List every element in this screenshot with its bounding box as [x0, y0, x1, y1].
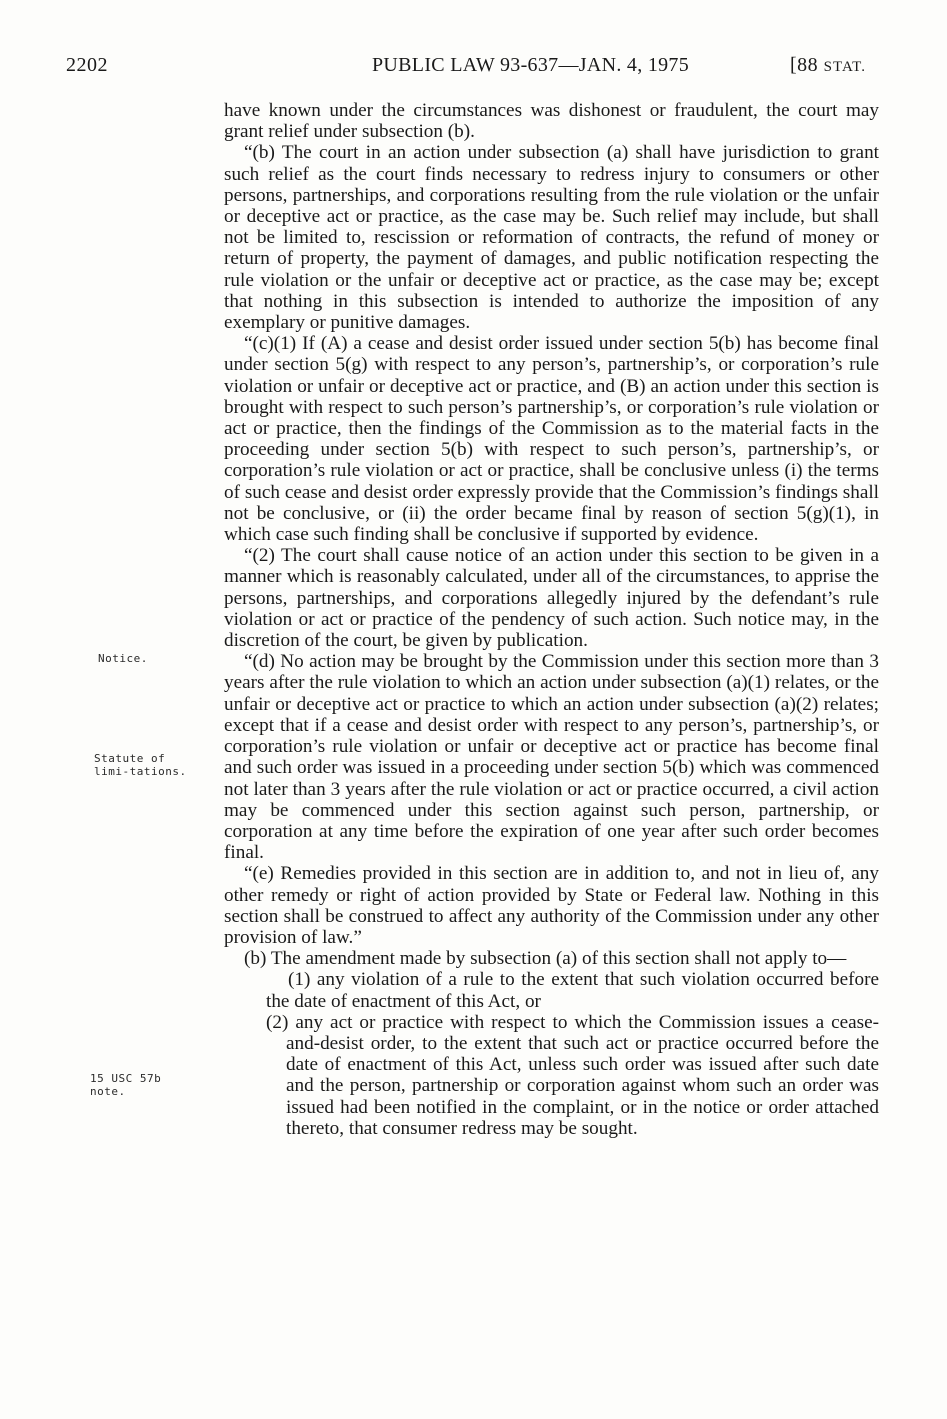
paragraph-amendment-b: (b) The amendment made by subsection (a) of this section shall not apply to— [244, 948, 847, 970]
statute-reference [790, 54, 866, 77]
paragraph-subsection-c1: “(c)(1) If (A) a cease and desist order issued under section 5(b) has become final under section 5(g) with respect to any person’s, partnership’s, or corporation’s rule violation or unfair or deceptive act or practice, and (B) an action under this section is brought with respect to such person’s partnership’s, or corporation’s rule violation or act or practice, then the findings of the Commission as to the material facts in the proceeding under section 5(b) with respect to such person’s, partnership’s, or corporation’s rule violation or act or practice, shall be conclusive unless (i) the terms of such cease and desist order expressly provide that the Commission’s findings shall not be conclusive, or (ii) the order became final by reason of section 5(g)(1), in which case such finding shall be conclusive if supported by evidence. [224, 333, 879, 546]
page-title: PUBLIC LAW 93-637—JAN. 4, 1975 [372, 54, 690, 76]
paragraph-subsection-c2: “(2) The court shall cause notice of an action under this section to be given in a manner which is reasonably calculated, under all of the circumstances, to apprise the persons, partnerships, and corporations allegedly injured by the defendant’s rule violation or act or practice of the pendency of such action. Such notice may, in the discretion of the court, be given by publication. [224, 545, 879, 652]
margin-note-usc: 15 USC 57b note. [90, 1072, 162, 1098]
running-head [0, 54, 947, 84]
margin-note-notice: Notice. [98, 652, 148, 665]
list-item-2: (2) any act or practice with respect to which the Commission issues a cease-and-desist order, to the extent that such act or practice occurred before the date of enactment of this Act, unless such order was issued after such date and the person, partnership or corporation against whom such an order was issued had been notified in the complaint, or in the notice or order attached thereto, that consumer redress may be sought. [266, 1011, 879, 1139]
paragraph-subsection-b: “(b) The court in an action under subsection (a) shall have jurisdiction to grant such relief as the court finds necessary to redress injury to consumers or other persons, partnerships, and corporations resulting from the rule violation or the unfair or deceptive act or practice, as the case may be. Such relief may include, but shall not be limited to, rescission or reformation of contracts, the refund of money or return of property, the payment of damages, and public notification respecting the rule violation or the unfair or deceptive act or practice, as the case may be; except that nothing in this subsection is intended to authorize the imposition of any exemplary or punitive damages. [224, 142, 879, 334]
body-text [224, 100, 879, 1139]
page-number: 2202 [66, 54, 108, 76]
statute-label: STAT. [823, 59, 866, 75]
paragraph-continuation: have known under the circumstances was dishonest or fraudulent, the court may grant relief under subsection (b). [224, 100, 879, 143]
margin-note-statute-of-limitations: Statute of limi-tations. [94, 752, 187, 778]
list-item-1: (1) any violation of a rule to the extent that such violation occurred before the date of enactment of this Act, or [266, 969, 879, 1012]
statute-prefix: [88 [790, 54, 824, 76]
paragraph-subsection-d: “(d) No action may be brought by the Commission under this section more than 3 years after the rule violation to which an action under subsection (a)(1) relates, or the unfair or deceptive act or practice to which an action under subsection (a)(2) relates; except that if a cease and desist order with respect to any person’s, partnership’s, or corporation’s rule violation or unfair or deceptive act or practice has become final and such order was issued in a proceeding under section 5(b) which was commenced not later than 3 years after the rule violation or act or practice occurred, a civil action may be commenced under this section against such person, partnership, or corporation at any time before the expiration of one year after such order becomes final. [224, 651, 879, 864]
paragraph-subsection-e: “(e) Remedies provided in this section are in addition to, and not in lieu of, any other remedy or right of action provided by State or Federal law. Nothing in this section shall be construed to affect any authority of the Commission under any other provision of law.” [224, 863, 879, 948]
